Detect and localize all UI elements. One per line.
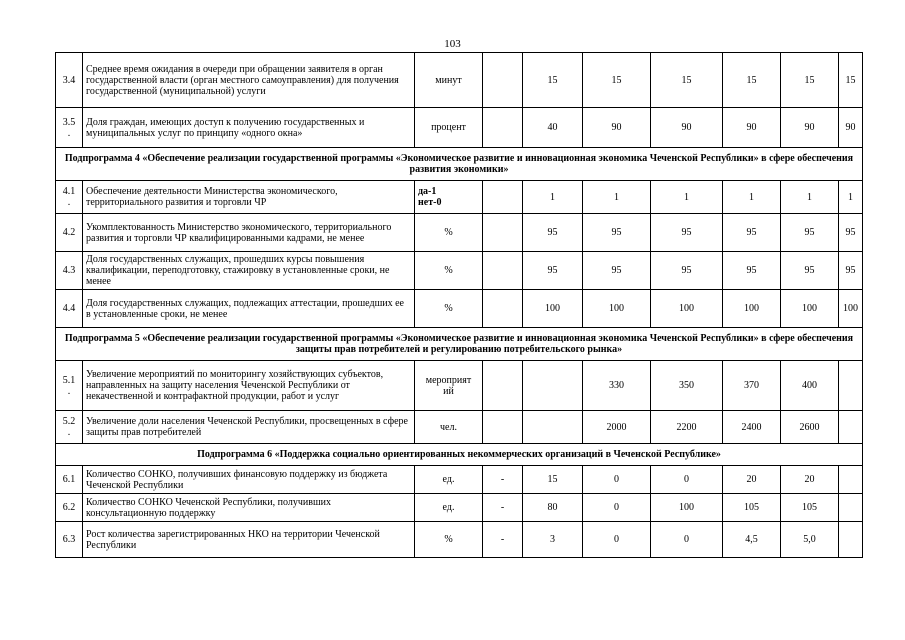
value-cell: 20 <box>781 466 839 494</box>
table-row <box>56 411 863 444</box>
value-cell: 95 <box>651 214 723 252</box>
value-cell: 95 <box>583 214 651 252</box>
indicator-name: Обеспечение деятельности Министерства экономического, территориального развития и торговли ЧР <box>83 181 415 214</box>
value-cell: 105 <box>781 494 839 522</box>
value-cell: 95 <box>723 252 781 290</box>
table-row <box>56 214 863 252</box>
value-cell <box>523 411 583 444</box>
value-cell <box>839 522 863 558</box>
value-cell: 90 <box>723 108 781 148</box>
value-cell: - <box>483 466 523 494</box>
row-index: 3.4 <box>56 53 83 108</box>
unit-of-measure: % <box>415 252 483 290</box>
value-cell: 1 <box>523 181 583 214</box>
value-cell: 400 <box>781 361 839 411</box>
subprogram-title: Подпрограмма 6 «Поддержка социально ориентированных некоммерческих организаций в Чеченской Республике» <box>56 444 863 466</box>
value-cell: 370 <box>723 361 781 411</box>
indicator-name: Рост количества зарегистрированных НКО на территории Чеченской Республики <box>83 522 415 558</box>
value-cell: 95 <box>523 252 583 290</box>
value-cell: 90 <box>651 108 723 148</box>
row-index: 4.3 <box>56 252 83 290</box>
value-cell <box>483 53 523 108</box>
value-cell: 95 <box>583 252 651 290</box>
value-cell: 105 <box>723 494 781 522</box>
row-index: 5.2 . <box>56 411 83 444</box>
value-cell: 95 <box>781 214 839 252</box>
subprogram-header-row <box>56 444 863 466</box>
value-cell: 1 <box>723 181 781 214</box>
table-body <box>56 53 863 558</box>
value-cell <box>839 466 863 494</box>
value-cell: 100 <box>523 290 583 328</box>
value-cell: 1 <box>839 181 863 214</box>
value-cell: 100 <box>651 494 723 522</box>
value-cell <box>483 411 523 444</box>
value-cell: 4,5 <box>723 522 781 558</box>
row-index: 6.2 <box>56 494 83 522</box>
value-cell: 100 <box>723 290 781 328</box>
table-row <box>56 252 863 290</box>
unit-of-measure: % <box>415 290 483 328</box>
value-cell: 15 <box>781 53 839 108</box>
indicator-name: Количество СОНКО, получивших финансовую поддержку из бюджета Чеченской Республики <box>83 466 415 494</box>
value-cell: 2200 <box>651 411 723 444</box>
value-cell: 15 <box>723 53 781 108</box>
value-cell <box>483 214 523 252</box>
value-cell: 100 <box>781 290 839 328</box>
value-cell: 100 <box>839 290 863 328</box>
value-cell <box>483 290 523 328</box>
row-index: 4.2 <box>56 214 83 252</box>
value-cell: - <box>483 522 523 558</box>
value-cell: 2000 <box>583 411 651 444</box>
value-cell: 330 <box>583 361 651 411</box>
indicator-name: Доля государственных служащих, прошедших курсы повышения квалификации, переподготовку, стажировку в установленные сроки, не менее <box>83 252 415 290</box>
unit-of-measure: ед. <box>415 466 483 494</box>
table-row <box>56 181 863 214</box>
value-cell: 15 <box>523 53 583 108</box>
subprogram-header-row <box>56 148 863 181</box>
indicator-name: Увеличение доли населения Чеченской Республики, просвещенных в сфере защиты прав потребителей <box>83 411 415 444</box>
value-cell <box>839 411 863 444</box>
table-row <box>56 494 863 522</box>
value-cell: 90 <box>781 108 839 148</box>
subprogram-title: Подпрограмма 4 «Обеспечение реализации государственной программы «Экономическое развитие и инновационная экономика Чеченской Республики» в сфере обеспечения развития экономики» <box>56 148 863 181</box>
value-cell: 95 <box>723 214 781 252</box>
subprogram-header-row <box>56 328 863 361</box>
value-cell: 80 <box>523 494 583 522</box>
value-cell <box>483 361 523 411</box>
value-cell: 1 <box>651 181 723 214</box>
row-index: 6.1 <box>56 466 83 494</box>
value-cell: 95 <box>839 252 863 290</box>
value-cell: 20 <box>723 466 781 494</box>
value-cell: 5,0 <box>781 522 839 558</box>
value-cell <box>483 108 523 148</box>
value-cell: 90 <box>583 108 651 148</box>
table-row <box>56 53 863 108</box>
table-row <box>56 108 863 148</box>
value-cell: 15 <box>523 466 583 494</box>
value-cell: 95 <box>839 214 863 252</box>
value-cell <box>839 361 863 411</box>
indicator-name: Укомплектованность Министерство экономического, территориального развития и торговли ЧР квалифицированными кадрами, не менее <box>83 214 415 252</box>
value-cell: 2400 <box>723 411 781 444</box>
value-cell <box>483 252 523 290</box>
value-cell: 100 <box>583 290 651 328</box>
value-cell: - <box>483 494 523 522</box>
value-cell: 0 <box>583 494 651 522</box>
value-cell: 95 <box>781 252 839 290</box>
unit-of-measure: ед. <box>415 494 483 522</box>
value-cell: 2600 <box>781 411 839 444</box>
value-cell: 350 <box>651 361 723 411</box>
value-cell <box>483 181 523 214</box>
value-cell: 100 <box>651 290 723 328</box>
page-number: 103 <box>444 38 461 50</box>
value-cell: 1 <box>781 181 839 214</box>
value-cell: 95 <box>523 214 583 252</box>
indicators-table <box>55 52 863 558</box>
row-index: 4.4 <box>56 290 83 328</box>
value-cell: 15 <box>583 53 651 108</box>
unit-of-measure: % <box>415 214 483 252</box>
value-cell <box>523 361 583 411</box>
indicator-name: Среднее время ожидания в очереди при обращении заявителя в орган государственной власти (орган местного самоуправления) для получения государственной (муниципальной) услуги <box>83 53 415 108</box>
value-cell: 0 <box>583 522 651 558</box>
value-cell: 15 <box>651 53 723 108</box>
value-cell: 40 <box>523 108 583 148</box>
unit-of-measure: да-1 нет-0 <box>415 181 483 214</box>
value-cell <box>839 494 863 522</box>
value-cell: 0 <box>651 466 723 494</box>
indicator-name: Доля граждан, имеющих доступ к получению государственных и муниципальных услуг по принципу «одного окна» <box>83 108 415 148</box>
unit-of-measure: минут <box>415 53 483 108</box>
row-index: 3.5 . <box>56 108 83 148</box>
unit-of-measure: мероприят ий <box>415 361 483 411</box>
value-cell: 1 <box>583 181 651 214</box>
unit-of-measure: чел. <box>415 411 483 444</box>
table-row <box>56 522 863 558</box>
indicator-name: Доля государственных служащих, подлежащих аттестации, прошедших ее в установленные сроки, не менее <box>83 290 415 328</box>
row-index: 5.1 . <box>56 361 83 411</box>
value-cell: 0 <box>651 522 723 558</box>
value-cell: 90 <box>839 108 863 148</box>
value-cell: 0 <box>583 466 651 494</box>
value-cell: 15 <box>839 53 863 108</box>
indicator-name: Количество СОНКО Чеченской Республики, получивших консультационную поддержку <box>83 494 415 522</box>
table-row <box>56 466 863 494</box>
subprogram-title: Подпрограмма 5 «Обеспечение реализации государственной программы «Экономическое развитие и инновационная экономика Чеченской Республики» в сфере обеспечения защиты прав потребителей и регулированию потребительского рынка» <box>56 328 863 361</box>
value-cell: 95 <box>651 252 723 290</box>
indicator-name: Увеличение мероприятий по мониторингу хозяйствующих субъектов, направленных на защиту населения Чеченской Республики от некачественной и контрафактной продукции, работ и услуг <box>83 361 415 411</box>
row-index: 6.3 <box>56 522 83 558</box>
table-row <box>56 361 863 411</box>
row-index: 4.1 . <box>56 181 83 214</box>
unit-of-measure: процент <box>415 108 483 148</box>
unit-of-measure: % <box>415 522 483 558</box>
value-cell: 3 <box>523 522 583 558</box>
table-row <box>56 290 863 328</box>
